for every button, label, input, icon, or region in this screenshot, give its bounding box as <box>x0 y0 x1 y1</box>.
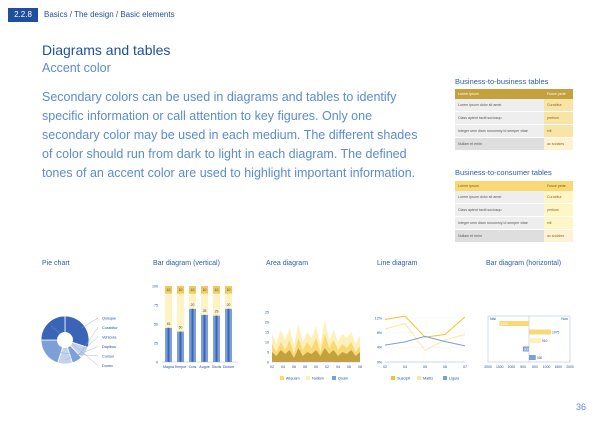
y-tick-label: 0 <box>267 360 269 365</box>
bar-horizontal-title: Bar diagram (horizontal) <box>486 260 562 267</box>
line-series <box>385 316 465 337</box>
y-tick-label: 25 <box>154 341 158 346</box>
bar-data-label: 28 <box>202 308 207 313</box>
pie-label: Vehicula <box>102 335 117 340</box>
x-tick-label: 02 <box>383 365 387 369</box>
legend-swatch <box>417 376 421 380</box>
x-tick-label: 04 <box>336 365 340 369</box>
pie-label: Curabitur <box>102 326 118 330</box>
pie-leader-line <box>81 318 98 328</box>
body-text: Secondary colors can be used in diagrams and tables to identify specific information or call attention to key figures. Only one secondary color may be used in each medium. The different shades of color should run from dark to light in each diagram. The defined tones of an accent color are used to highlight important information. <box>42 90 418 180</box>
bar-vertical-title: Bar diagram (vertical) <box>153 260 220 267</box>
hbar-data-label: 330 <box>536 355 543 360</box>
bar-data-label: 50 <box>178 325 183 330</box>
bar-data-label: 10 <box>166 288 171 292</box>
y-tick-label: 20 <box>265 320 269 325</box>
x-tick-label: Tempor <box>174 365 187 369</box>
table-cell: Nullam et enim <box>455 230 544 243</box>
table-cell: ac sodales <box>544 138 573 151</box>
x-tick-label: 04 <box>403 365 407 369</box>
table-b2c-title: Business-to-consumer tables <box>455 168 552 177</box>
table-cell: pretium <box>544 112 573 125</box>
table-header-cell: Lorem ipsum <box>455 89 544 99</box>
table-header-cell: Fusce pede <box>544 181 573 191</box>
line-diagram-title: Line diagram <box>377 260 418 267</box>
y-tick-label: 8% <box>376 330 382 335</box>
table-b2b-title: Business-to-business tables <box>455 77 549 86</box>
pie-label: Donec <box>102 364 113 368</box>
hbar-bar <box>529 330 551 335</box>
hbar-bar <box>529 355 536 360</box>
x-tick-label: 02 <box>270 365 274 369</box>
table-header-cell: Fusce pede <box>544 89 573 99</box>
bar-data-label: 29 <box>214 309 219 314</box>
table-cell: Integer sem diam nonummy id semper vitae <box>455 125 544 138</box>
table-cell: Class aptent taciti sociosqu <box>455 112 544 125</box>
table-cell: Lorem ipsum dolor sit amet <box>455 191 544 204</box>
bar-stripe <box>168 328 170 362</box>
y-tick-label: 75 <box>154 303 158 308</box>
pie-label: Quisque <box>102 316 117 321</box>
pie-label: Dapibus <box>102 345 116 349</box>
table-cell: Curabitur <box>544 191 573 204</box>
hbar-corner-label: Nisi <box>490 317 496 321</box>
hbar-corner-label: Non <box>561 317 568 321</box>
y-tick-label: 50 <box>154 322 158 327</box>
y-tick-label: 12% <box>374 316 382 321</box>
bar-data-label: 10 <box>214 288 219 292</box>
y-tick-label: 4% <box>376 345 382 350</box>
table-cell: pretium <box>544 204 573 217</box>
hbar-data-label: 300 <box>523 347 530 352</box>
x-tick-label: 08 <box>303 365 307 369</box>
x-tick-label: 1000 <box>542 365 551 369</box>
bar-stripe <box>228 309 230 362</box>
legend-swatch <box>391 376 395 380</box>
bar-data-label: 10 <box>226 288 231 292</box>
page-number: 36 <box>575 402 586 412</box>
y-tick-label: 25 <box>265 310 269 315</box>
bar-stripe <box>216 316 218 362</box>
x-tick-label: 500 <box>532 365 538 369</box>
pie-chart-title: Pie chart <box>42 260 70 267</box>
table-cell: Integer sem diam nonummy id semper vitae <box>455 217 544 230</box>
legend-label: Quam <box>338 376 349 381</box>
y-tick-label: 10 <box>265 340 269 345</box>
x-tick-label: 1500 <box>495 365 504 369</box>
x-tick-label: 07 <box>463 365 467 369</box>
x-tick-label: 05 <box>423 365 427 369</box>
y-tick-label: 0% <box>376 360 382 365</box>
bar-data-label: 10 <box>202 288 207 292</box>
x-tick-label: 06 <box>292 365 296 369</box>
bar-data-label: 20 <box>226 302 231 307</box>
x-tick-label: 500 <box>520 365 526 369</box>
hbar-data-label: 1075 <box>552 330 560 335</box>
bar-data-label: 45 <box>166 321 171 326</box>
x-tick-label: 00 <box>314 365 318 369</box>
hbar-data-label: 910 <box>541 338 548 343</box>
legend-swatch <box>332 376 336 380</box>
legend-swatch <box>306 376 310 380</box>
hbar-data-label: 1440 <box>500 321 508 326</box>
table-cell: Class aptent taciti sociosqu <box>455 204 544 217</box>
x-tick-label: Augue <box>199 365 210 369</box>
x-tick-label: 1500 <box>554 365 563 369</box>
x-tick-label: 06 <box>347 365 351 369</box>
legend-label: Aliquam <box>286 376 300 381</box>
x-tick-label: 2000 <box>566 365 574 369</box>
hbar-bar <box>529 338 541 343</box>
page-subtitle: Accent color <box>42 61 111 75</box>
legend-label: Ligula <box>449 376 460 381</box>
bar-stripe <box>192 309 194 362</box>
legend-label: Suscipit <box>397 376 411 381</box>
pie-center-hole <box>57 332 73 348</box>
x-tick-label: Cras <box>188 365 197 369</box>
y-tick-label: 5 <box>267 350 269 355</box>
bar-stripe <box>204 315 206 362</box>
legend-swatch <box>280 376 284 380</box>
legend-label: Mattis <box>423 376 434 381</box>
bar-data-label: 10 <box>178 288 183 292</box>
breadcrumb: Basics / The design / Basic elements <box>44 10 175 19</box>
x-tick-label: 2000 <box>484 365 492 369</box>
bar-data-label: 20 <box>190 302 195 307</box>
legend-swatch <box>443 376 447 380</box>
section-number: 2.2.8 <box>8 8 38 22</box>
table-cell: Curabitur <box>544 99 573 112</box>
x-tick-label: 04 <box>281 365 285 369</box>
table-cell: Nullam et enim <box>455 138 544 151</box>
page-title: Diagrams and tables <box>42 42 171 58</box>
y-tick-label: 100 <box>152 284 158 289</box>
x-tick-label: 1000 <box>507 365 516 369</box>
x-tick-label: Dictum <box>222 365 235 369</box>
x-tick-label: 06 <box>443 365 447 369</box>
table-header-cell: Lorem ipsum <box>455 181 544 191</box>
x-tick-label: Sociis <box>211 365 222 369</box>
x-tick-label: 08 <box>358 365 362 369</box>
legend-label: Nullam <box>312 376 324 381</box>
table-cell: Lorem ipsum dolor sit amet <box>455 99 544 112</box>
table-cell: elit <box>544 125 573 138</box>
pie-label: Cursus <box>102 354 115 359</box>
area-diagram-title: Area diagram <box>266 260 309 267</box>
bar-data-label: 10 <box>190 288 195 292</box>
table-cell: elit <box>544 217 573 230</box>
x-tick-label: 02 <box>325 365 329 369</box>
bar-stripe <box>180 332 182 362</box>
table-cell: ac sodales <box>544 230 573 243</box>
y-tick-label: 15 <box>265 330 269 335</box>
x-tick-label: Magna <box>163 365 174 369</box>
y-tick-label: 0 <box>156 360 158 365</box>
